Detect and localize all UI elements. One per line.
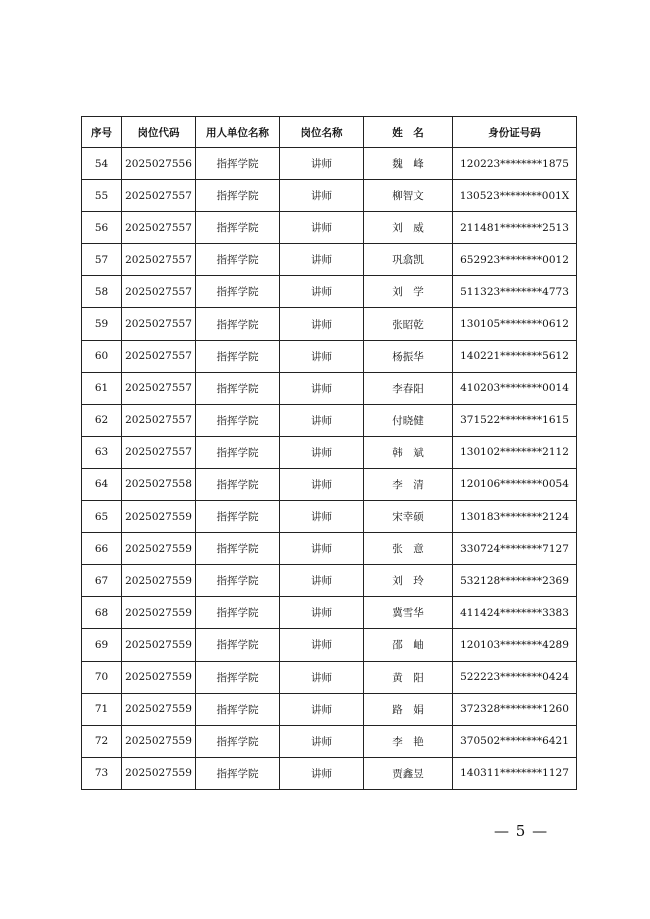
cell-employer: 指挥学院 <box>196 725 280 757</box>
cell-id-number: 371522********1615 <box>453 404 577 436</box>
cell-name: 刘 玲 <box>364 565 453 597</box>
cell-name: 巩翕凯 <box>364 244 453 276</box>
cell-position-code: 2025027556 <box>122 148 196 180</box>
cell-employer: 指挥学院 <box>196 533 280 565</box>
cell-position-title: 讲师 <box>280 212 364 244</box>
cell-position-title: 讲师 <box>280 148 364 180</box>
table-header-row <box>82 117 577 148</box>
table-row <box>82 340 577 372</box>
table-row <box>82 597 577 629</box>
cell-name: 路 娟 <box>364 693 453 725</box>
header-index: 序号 <box>82 117 122 148</box>
cell-id-number: 330724********7127 <box>453 533 577 565</box>
cell-id-number: 372328********1260 <box>453 693 577 725</box>
cell-position-title: 讲师 <box>280 276 364 308</box>
cell-employer: 指挥学院 <box>196 597 280 629</box>
cell-id-number: 140311********1127 <box>453 757 577 789</box>
cell-employer: 指挥学院 <box>196 244 280 276</box>
cell-index: 55 <box>82 180 122 212</box>
cell-name: 柳智文 <box>364 180 453 212</box>
cell-name: 李春阳 <box>364 372 453 404</box>
cell-name: 刘 威 <box>364 212 453 244</box>
table-body <box>82 148 577 790</box>
cell-position-code: 2025027559 <box>122 693 196 725</box>
cell-index: 57 <box>82 244 122 276</box>
header-id-number: 身份证号码 <box>453 117 577 148</box>
cell-employer: 指挥学院 <box>196 565 280 597</box>
cell-position-title: 讲师 <box>280 468 364 500</box>
cell-id-number: 130102********2112 <box>453 436 577 468</box>
table-row <box>82 436 577 468</box>
cell-position-code: 2025027559 <box>122 725 196 757</box>
cell-position-code: 2025027558 <box>122 468 196 500</box>
cell-name: 张昭乾 <box>364 308 453 340</box>
cell-employer: 指挥学院 <box>196 340 280 372</box>
table-row <box>82 693 577 725</box>
cell-id-number: 120223********1875 <box>453 148 577 180</box>
cell-position-code: 2025027557 <box>122 436 196 468</box>
cell-index: 69 <box>82 629 122 661</box>
cell-position-title: 讲师 <box>280 725 364 757</box>
cell-employer: 指挥学院 <box>196 308 280 340</box>
cell-employer: 指挥学院 <box>196 757 280 789</box>
cell-position-code: 2025027557 <box>122 404 196 436</box>
cell-id-number: 120106********0054 <box>453 468 577 500</box>
cell-id-number: 120103********4289 <box>453 629 577 661</box>
cell-name: 邵 岫 <box>364 629 453 661</box>
table-row <box>82 148 577 180</box>
cell-position-title: 讲师 <box>280 404 364 436</box>
cell-position-code: 2025027557 <box>122 372 196 404</box>
cell-index: 73 <box>82 757 122 789</box>
cell-employer: 指挥学院 <box>196 372 280 404</box>
cell-position-code: 2025027559 <box>122 533 196 565</box>
cell-employer: 指挥学院 <box>196 693 280 725</box>
table-row <box>82 212 577 244</box>
roster-table <box>81 116 577 790</box>
table-row <box>82 276 577 308</box>
cell-id-number: 130183********2124 <box>453 501 577 533</box>
header-position-title: 岗位名称 <box>280 117 364 148</box>
table-row <box>82 180 577 212</box>
cell-index: 70 <box>82 661 122 693</box>
table-row <box>82 372 577 404</box>
cell-employer: 指挥学院 <box>196 148 280 180</box>
cell-position-title: 讲师 <box>280 180 364 212</box>
cell-index: 67 <box>82 565 122 597</box>
cell-index: 62 <box>82 404 122 436</box>
cell-position-code: 2025027559 <box>122 757 196 789</box>
cell-name: 韩 斌 <box>364 436 453 468</box>
cell-employer: 指挥学院 <box>196 436 280 468</box>
cell-id-number: 532128********2369 <box>453 565 577 597</box>
table-row <box>82 661 577 693</box>
cell-employer: 指挥学院 <box>196 629 280 661</box>
cell-position-title: 讲师 <box>280 340 364 372</box>
cell-index: 61 <box>82 372 122 404</box>
cell-employer: 指挥学院 <box>196 180 280 212</box>
cell-index: 65 <box>82 501 122 533</box>
table-row <box>82 629 577 661</box>
page-number: — 5 — <box>494 822 549 840</box>
cell-employer: 指挥学院 <box>196 468 280 500</box>
cell-position-code: 2025027557 <box>122 212 196 244</box>
cell-id-number: 411424********3383 <box>453 597 577 629</box>
cell-name: 杨振华 <box>364 340 453 372</box>
cell-id-number: 140221********5612 <box>453 340 577 372</box>
cell-position-code: 2025027559 <box>122 565 196 597</box>
cell-position-code: 2025027557 <box>122 308 196 340</box>
cell-index: 60 <box>82 340 122 372</box>
cell-position-title: 讲师 <box>280 629 364 661</box>
cell-id-number: 522223********0424 <box>453 661 577 693</box>
cell-position-title: 讲师 <box>280 501 364 533</box>
cell-index: 68 <box>82 597 122 629</box>
cell-name: 李 清 <box>364 468 453 500</box>
cell-name: 宋幸硕 <box>364 501 453 533</box>
cell-position-title: 讲师 <box>280 661 364 693</box>
cell-name: 黄 阳 <box>364 661 453 693</box>
cell-index: 59 <box>82 308 122 340</box>
cell-employer: 指挥学院 <box>196 501 280 533</box>
cell-id-number: 130523********001X <box>453 180 577 212</box>
cell-index: 71 <box>82 693 122 725</box>
cell-id-number: 652923********0012 <box>453 244 577 276</box>
cell-position-title: 讲师 <box>280 372 364 404</box>
cell-name: 付晓健 <box>364 404 453 436</box>
table-row <box>82 533 577 565</box>
cell-position-code: 2025027559 <box>122 597 196 629</box>
cell-position-title: 讲师 <box>280 533 364 565</box>
header-employer: 用人单位名称 <box>196 117 280 148</box>
cell-name: 张 意 <box>364 533 453 565</box>
cell-index: 72 <box>82 725 122 757</box>
cell-position-title: 讲师 <box>280 597 364 629</box>
table-row <box>82 404 577 436</box>
cell-position-title: 讲师 <box>280 436 364 468</box>
cell-position-code: 2025027557 <box>122 340 196 372</box>
table-row <box>82 468 577 500</box>
cell-position-title: 讲师 <box>280 308 364 340</box>
table-row <box>82 244 577 276</box>
table-row <box>82 308 577 340</box>
cell-employer: 指挥学院 <box>196 212 280 244</box>
cell-position-code: 2025027557 <box>122 244 196 276</box>
table-row <box>82 757 577 789</box>
cell-index: 63 <box>82 436 122 468</box>
cell-name: 刘 学 <box>364 276 453 308</box>
cell-index: 56 <box>82 212 122 244</box>
cell-employer: 指挥学院 <box>196 276 280 308</box>
cell-id-number: 370502********6421 <box>453 725 577 757</box>
cell-index: 54 <box>82 148 122 180</box>
table-row <box>82 565 577 597</box>
cell-position-title: 讲师 <box>280 244 364 276</box>
cell-id-number: 511323********4773 <box>453 276 577 308</box>
cell-name: 魏 峰 <box>364 148 453 180</box>
cell-position-code: 2025027559 <box>122 629 196 661</box>
cell-index: 64 <box>82 468 122 500</box>
table-row <box>82 501 577 533</box>
cell-employer: 指挥学院 <box>196 661 280 693</box>
table-row <box>82 725 577 757</box>
cell-employer: 指挥学院 <box>196 404 280 436</box>
cell-position-title: 讲师 <box>280 693 364 725</box>
cell-id-number: 211481********2513 <box>453 212 577 244</box>
cell-position-title: 讲师 <box>280 757 364 789</box>
cell-index: 66 <box>82 533 122 565</box>
cell-position-code: 2025027559 <box>122 661 196 693</box>
cell-name: 冀雪华 <box>364 597 453 629</box>
cell-name: 贾鑫昱 <box>364 757 453 789</box>
cell-position-code: 2025027557 <box>122 276 196 308</box>
cell-position-title: 讲师 <box>280 565 364 597</box>
cell-id-number: 410203********0014 <box>453 372 577 404</box>
cell-position-code: 2025027559 <box>122 501 196 533</box>
cell-index: 58 <box>82 276 122 308</box>
cell-name: 李 艳 <box>364 725 453 757</box>
cell-position-code: 2025027557 <box>122 180 196 212</box>
header-name: 姓 名 <box>364 117 453 148</box>
header-position-code: 岗位代码 <box>122 117 196 148</box>
cell-id-number: 130105********0612 <box>453 308 577 340</box>
